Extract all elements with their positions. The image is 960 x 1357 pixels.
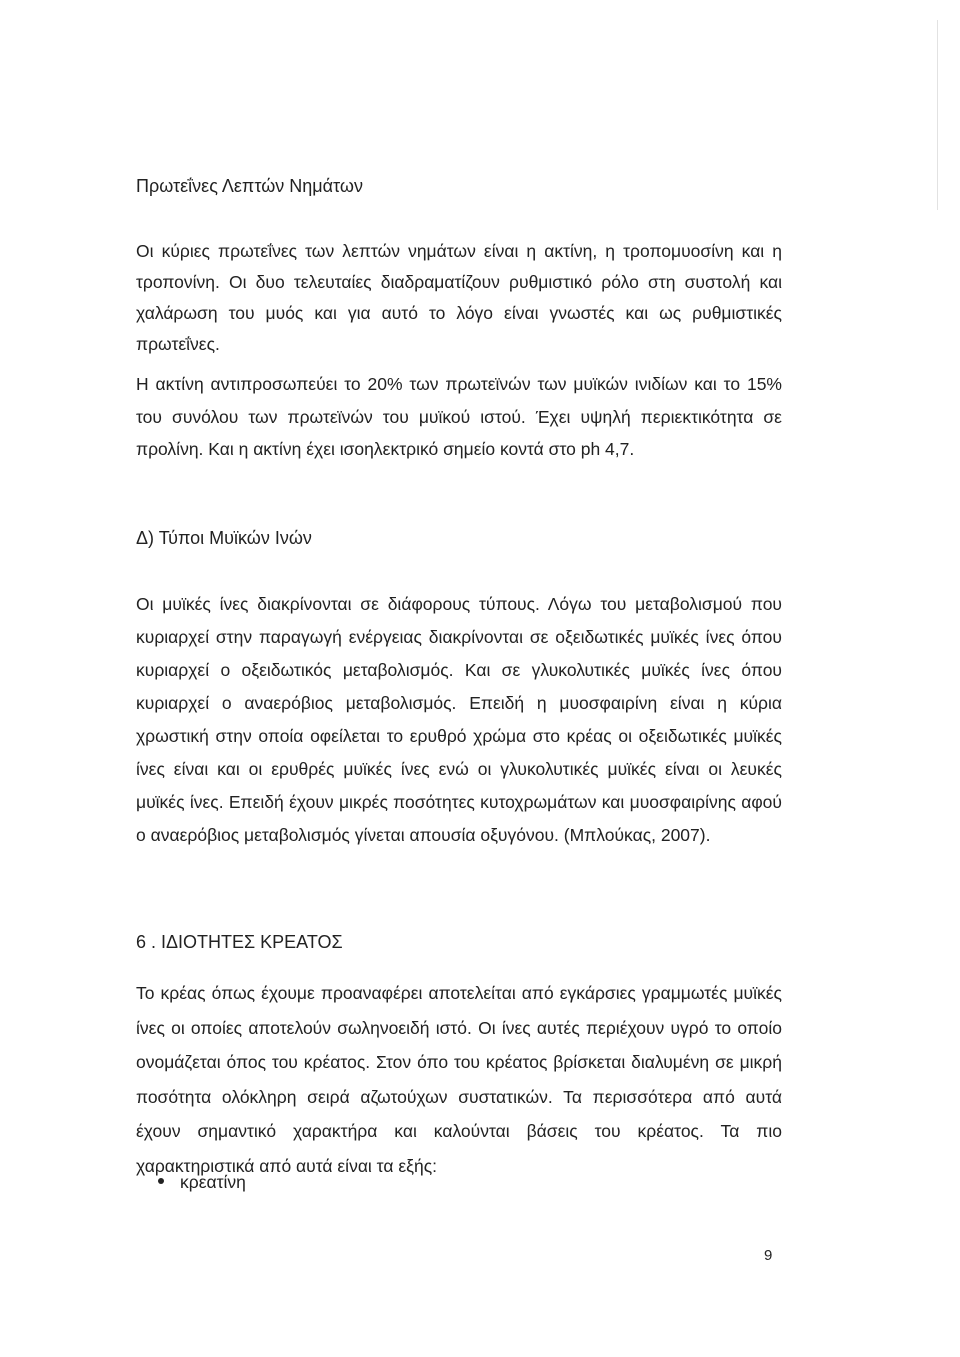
bullet-list-item <box>158 1172 246 1193</box>
paragraph-text: Το κρέας όπως έχουμε προαναφέρει αποτελείται από εγκάρσιες γραμμωτές μυϊκές ίνες οι οποίες αποτελούν σωληνοειδή ιστό. Οι ίνες αυτές περιέχουν υγρό το οποίο ονομάζεται όπος του κρέατος. Στον όπο του κρέατος βρίσκεται διαλυμένη σε μικρή ποσότητα ολόκληρη σειρά αζωτούχων συστατικών. Τα περισσότερα από αυτά έχουν σημαντικό χαρακτήρα και καλούνται βάσεις του κρέατος. Τα πιο χαρακτηριστικά από αυτά είναι τα εξής: <box>136 983 782 1176</box>
paragraph-actin <box>136 368 782 466</box>
paragraph-text: Η ακτίνη αντιπροσωπεύει το 20% των πρωτεϊνών των μυϊκών ινιδίων και το 15% του συνόλου των πρωτεϊνών του μυϊκού ιστού. Έχει υψηλή περιεκτικότητα σε προλίνη. Και η ακτίνη έχει ισοηλεκτρικό σημείο κοντά στο ph 4,7. <box>136 374 782 459</box>
paragraph-meat-properties <box>136 976 782 1183</box>
heading-section-6-meat-properties: 6 . ΙΔΙΟΤΗΤΕΣ ΚΡΕΑΤΟΣ <box>136 932 343 952</box>
scan-edge-line <box>937 20 938 210</box>
heading-thin-filament-proteins: Πρωτεΐνες Λεπτών Νημάτων <box>136 176 363 196</box>
paragraph-text: Οι κύριες πρωτεΐνες των λεπτών νημάτων είναι η ακτίνη, η τροπομυοσίνη και η τροπονίνη. Οι δυο τελευταίες διαδραματίζουν ρυθμιστικό ρόλο στη συστολή και χαλάρωση του μυός και για αυτό το λόγο είναι γνωστές και ως ρυθμιστικές πρωτεΐνες. <box>136 241 782 354</box>
bullet-icon <box>158 1178 164 1184</box>
paragraph-text: Οι μυϊκές ίνες διακρίνονται σε διάφορους τύπους. Λόγω του μεταβολισμού που κυριαρχεί στην παραγωγή ενέργειας διακρίνονται σε οξειδωτικές μυϊκές ίνες όπου κυριαρχεί ο οξειδωτικός μεταβολισμός. Και σε γλυκολυτικές μυϊκές ίνες όπου κυριαρχεί ο αναερόβιος μεταβολισμός. Επειδή η μυοσφαιρίνη είναι η κύρια χρωστική στην οποία οφείλεται το ερυθρό χρώμα στο κρέας οι οξειδωτικές μυϊκές ίνες είναι και οι ερυθρές μυϊκές ίνες ενώ οι γλυκολυτικές μυϊκές είναι οι λευκές μυϊκές ίνες. Επειδή έχουν μικρές ποσότητες κυτοχρωμάτων και μυοσφαιρίνης αφού ο αναερόβιος μεταβολισμός γίνεται απουσία οξυγόνου. (Μπλούκας, 2007). <box>136 594 782 845</box>
paragraph-thin-filament-proteins <box>136 236 782 360</box>
heading-muscle-fiber-types: Δ) Τύποι Μυϊκών Ινών <box>136 528 312 548</box>
paragraph-muscle-fiber-types <box>136 588 782 852</box>
page-number: 9 <box>764 1247 773 1264</box>
bullet-item-text: κρεατίνη <box>180 1172 246 1192</box>
